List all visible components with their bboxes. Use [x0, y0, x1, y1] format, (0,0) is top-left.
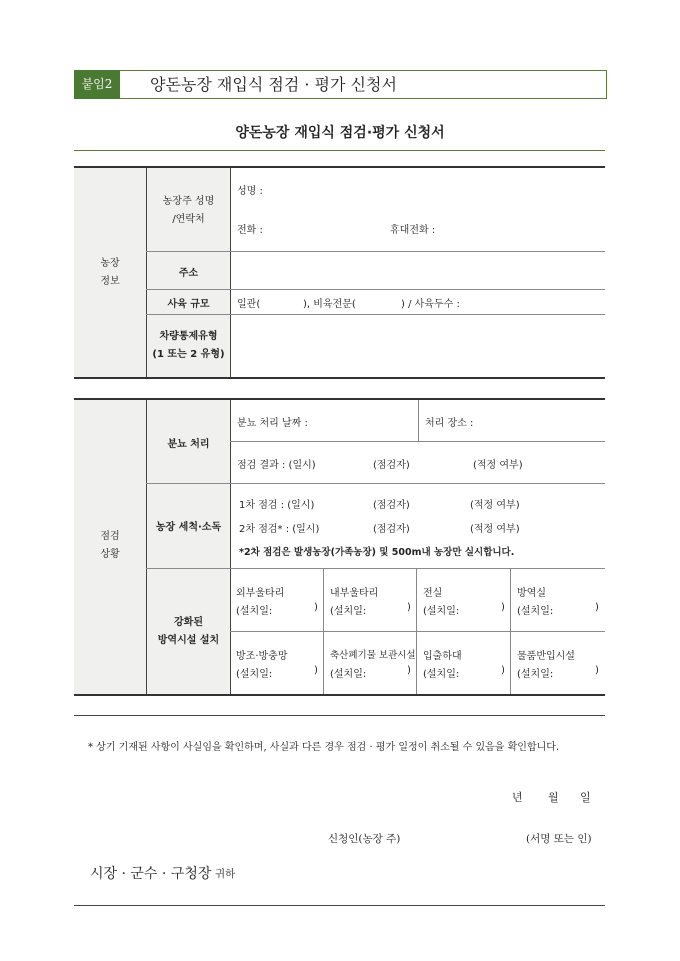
label-line: 농장주 성명 [162, 196, 215, 207]
wash-second-adequacy[interactable]: (적정 여부) [470, 524, 520, 535]
divider [146, 289, 605, 290]
install-close: ) [314, 602, 318, 613]
facility-name: 축산폐기물 보관시설 [330, 650, 416, 661]
divider [230, 631, 605, 632]
install-close: ) [314, 665, 318, 676]
date-day[interactable]: 일 [580, 791, 591, 804]
table-bottom-border [74, 694, 605, 696]
divider [230, 400, 231, 694]
owner-label [147, 193, 230, 229]
mobile-field[interactable]: 휴대전화 : [390, 225, 436, 236]
declaration-text: * 상기 기재된 사항이 사실임을 확인하며, 사실과 다른 경우 점검 · 평가 일정이 취소될 수 있음을 확인합니다. [88, 742, 560, 753]
facility-name: 물품반입시설 [517, 651, 575, 662]
section-label-line: 정보 [100, 276, 120, 287]
declaration-divider [74, 715, 605, 716]
wash-note: *2차 점검은 발생농장(가족농장) 및 500m내 농장만 실시합니다. [239, 547, 515, 558]
manure-date-field[interactable]: 분뇨 처리 날짜 : [237, 418, 308, 429]
farm-info-section-label [74, 255, 146, 291]
install-close: ) [595, 665, 599, 676]
facility-name: 방조·방충망 [236, 651, 288, 662]
date-year[interactable]: 년 [512, 791, 523, 804]
section-label-line: 점검 [100, 531, 120, 542]
facility-name: 외부울타리 [236, 588, 285, 599]
attachment-tag: 붙임2 [74, 70, 120, 99]
applicant-label: 신청인(농장 주) [328, 833, 401, 845]
facility-install-date[interactable]: (설치일: [330, 669, 367, 680]
wash-label: 농장 세척·소독 [155, 522, 222, 533]
date-month[interactable]: 월 [548, 791, 559, 804]
manure-label: 분뇨 처리 [167, 439, 210, 450]
label-line: 강화된 [174, 617, 203, 628]
facility-name: 내부울타리 [330, 588, 379, 599]
install-close: ) [501, 665, 505, 676]
divider [146, 483, 605, 484]
vehicle-control-input[interactable] [231, 315, 605, 377]
inspection-section-label [74, 528, 146, 564]
scale-headcount[interactable]: ) / 사육두수 : [401, 299, 460, 310]
divider [323, 568, 324, 694]
facility-install-date[interactable]: (설치일: [423, 669, 460, 680]
divider [230, 441, 605, 442]
manure-adequacy-field[interactable]: (적정 여부) [473, 460, 523, 471]
facility-install-date[interactable]: (설치일: [517, 606, 554, 617]
address-input[interactable] [231, 252, 605, 289]
addressee: 시장 · 군수 · 구청장 [90, 866, 212, 882]
label-line: (1 또는 2 유형) [152, 349, 225, 360]
facility-name: 전실 [423, 588, 443, 599]
scale-finishing[interactable]: ), 비육전문( [303, 299, 356, 310]
phone-field[interactable]: 전화 : [237, 225, 263, 236]
divider [146, 568, 605, 569]
manure-inspector-field[interactable]: (점검자) [373, 460, 410, 471]
table-bottom-border [74, 377, 605, 379]
title-divider [74, 150, 605, 151]
facility-install-date[interactable]: (설치일: [236, 606, 273, 617]
facility-install-date[interactable]: (설치일: [517, 669, 554, 680]
facility-install-date[interactable]: (설치일: [236, 669, 273, 680]
divider [418, 400, 419, 441]
label-line: 방역시설 설치 [157, 635, 220, 646]
divider [416, 568, 417, 694]
label-line: 차량통제유형 [159, 331, 218, 342]
document-title: 양돈농장 재입식 점검·평가 신청서 [235, 125, 445, 141]
scale-label: 사육 규모 [167, 299, 210, 310]
wash-second-field[interactable]: 2차 점검* : (일시) [239, 524, 320, 535]
section-label-line: 상황 [100, 549, 120, 560]
divider [510, 568, 511, 694]
scale-integrated[interactable]: 일관( [237, 299, 261, 310]
manure-place-field[interactable]: 처리 장소 : [425, 418, 474, 429]
signature-field[interactable]: (서명 또는 인) [526, 833, 592, 845]
install-close: ) [595, 602, 599, 613]
manure-result-field[interactable]: 점검 결과 : (일시) [237, 460, 316, 471]
facility-name: 방역실 [517, 588, 546, 599]
install-close: ) [407, 665, 411, 676]
header-title: 양돈농장 재입식 점검 · 평가 신청서 [150, 75, 397, 94]
name-field[interactable]: 성명 : [237, 186, 263, 197]
install-close: ) [501, 602, 505, 613]
address-label: 주소 [178, 268, 199, 279]
facility-install-date[interactable]: (설치일: [330, 606, 367, 617]
section-label-line: 농장 [100, 258, 120, 269]
install-close: ) [407, 602, 411, 613]
footer-divider [74, 905, 605, 906]
wash-first-field[interactable]: 1차 점검 : (일시) [239, 500, 315, 511]
facility-name: 입출하대 [423, 651, 462, 662]
wash-first-inspector[interactable]: (점검자) [373, 500, 410, 511]
addressee-suffix: 귀하 [215, 868, 236, 880]
facility-install-date[interactable]: (설치일: [423, 606, 460, 617]
wash-second-inspector[interactable]: (점검자) [373, 524, 410, 535]
vehicle-control-label [147, 328, 230, 364]
facility-label [147, 614, 230, 650]
label-line: /연락처 [172, 214, 205, 225]
wash-first-adequacy[interactable]: (적정 여부) [470, 500, 520, 511]
